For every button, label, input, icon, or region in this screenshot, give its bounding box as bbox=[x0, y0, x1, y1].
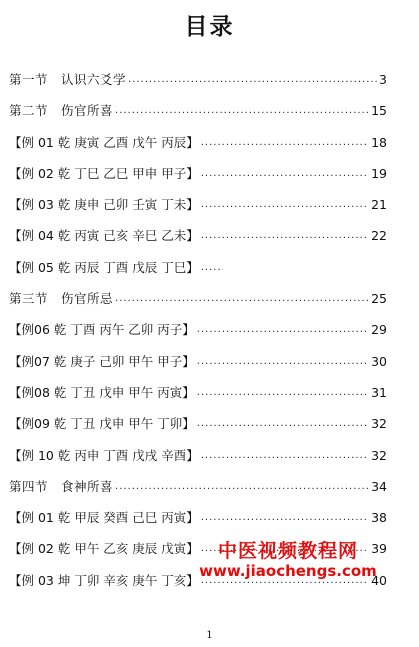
toc-leader-dots bbox=[115, 291, 369, 306]
toc-leader-dots bbox=[201, 228, 369, 243]
toc-entry[interactable] bbox=[9, 166, 387, 197]
toc-entry-page: 18 bbox=[371, 134, 387, 150]
toc-entry-page: 3 bbox=[379, 72, 387, 87]
toc-entry-page: 29 bbox=[371, 322, 387, 338]
toc-entry-page: 32 bbox=[371, 416, 387, 432]
watermark-url: www.jiaochengs.com bbox=[199, 562, 377, 580]
toc-leader-dots bbox=[197, 385, 369, 400]
toc-leader-dots bbox=[197, 354, 369, 369]
toc-entry[interactable] bbox=[9, 354, 387, 385]
toc-entry-label: 第三节 伤官所忌 bbox=[9, 291, 114, 307]
toc-entry[interactable] bbox=[9, 510, 387, 541]
toc-entry[interactable] bbox=[9, 103, 387, 134]
toc-entry-page: 31 bbox=[371, 384, 387, 400]
toc-leader-dots bbox=[201, 573, 369, 588]
toc-leader-dots bbox=[115, 103, 369, 118]
toc-entry-label: 【例07 乾 庚子 己卯 甲午 甲子】 bbox=[9, 353, 195, 369]
toc-leader-dots bbox=[128, 72, 377, 87]
toc-leader-dots bbox=[197, 416, 369, 431]
toc-entry-label: 【例 02 乾 甲午 乙亥 庚辰 戊寅】 bbox=[9, 541, 199, 557]
toc-entry-label: 【例 03 乾 庚申 己卯 壬寅 丁未】 bbox=[9, 197, 199, 213]
toc-entry-page: 21 bbox=[371, 197, 387, 213]
toc-entry-page: 38 bbox=[371, 510, 387, 526]
toc-entry[interactable] bbox=[9, 72, 387, 103]
toc-entry-page: 19 bbox=[371, 165, 387, 181]
toc-leader-dots bbox=[201, 135, 369, 150]
toc-entry-page: 34 bbox=[371, 478, 387, 494]
toc-entry-label: 第二节 伤官所喜 bbox=[9, 103, 114, 119]
toc-entry[interactable] bbox=[9, 573, 387, 604]
toc-leader-dots bbox=[201, 260, 223, 275]
toc-entry-page: 22 bbox=[371, 228, 387, 244]
toc-entry-page: 15 bbox=[371, 103, 387, 119]
toc-leader-dots bbox=[201, 541, 369, 556]
toc-entry[interactable] bbox=[9, 448, 387, 479]
toc-entry-page: 25 bbox=[371, 291, 387, 307]
toc-entry-page: 40 bbox=[371, 572, 387, 588]
toc-entry[interactable] bbox=[9, 291, 387, 322]
toc-entry[interactable] bbox=[9, 541, 387, 572]
toc-entry-label: 【例 01 乾 甲辰 癸酉 己巳 丙寅】 bbox=[9, 510, 199, 526]
toc-leader-dots bbox=[197, 322, 369, 337]
toc-entry[interactable] bbox=[9, 228, 387, 259]
toc-entry-label: 【例08 乾 丁丑 戊申 甲午 丙寅】 bbox=[9, 384, 195, 400]
toc-entry-label: 【例 10 乾 丙申 丁酉 戊戌 辛酉】 bbox=[9, 447, 199, 463]
toc-leader-dots bbox=[201, 197, 369, 212]
toc-entry-label: 【例 05 乾 丙辰 丁酉 戊辰 丁巳】 bbox=[9, 259, 199, 275]
toc-leader-dots bbox=[115, 479, 369, 494]
page-number: 1 bbox=[206, 630, 213, 641]
toc-entry-label: 【例 04 乾 丙寅 己亥 辛巳 乙未】 bbox=[9, 228, 199, 244]
toc-leader-dots bbox=[201, 510, 369, 525]
toc-entry[interactable] bbox=[9, 135, 387, 166]
toc-entry-page: 30 bbox=[371, 353, 387, 369]
watermark-title: 中医视频教程网 bbox=[217, 540, 358, 562]
toc-entry-label: 【例 03 坤 丁卯 辛亥 庚午 丁亥】 bbox=[9, 572, 199, 588]
toc-entry-label: 【例06 乾 丁酉 丙午 乙卯 丙子】 bbox=[9, 322, 195, 338]
toc-entry-page: 32 bbox=[371, 447, 387, 463]
toc-entry[interactable] bbox=[9, 479, 387, 510]
toc-entry[interactable] bbox=[9, 322, 387, 353]
page-title: 目录 bbox=[184, 14, 235, 40]
toc-entry-label: 【例09 乾 丁丑 戊申 甲午 丁卯】 bbox=[9, 416, 195, 432]
toc-entry-label: 第四节 食神所喜 bbox=[9, 478, 114, 494]
toc-entry[interactable] bbox=[9, 260, 387, 291]
toc-entry-page: 39 bbox=[371, 541, 387, 557]
toc-entry[interactable] bbox=[9, 197, 387, 228]
toc-entry[interactable] bbox=[9, 416, 387, 447]
toc-leader-dots bbox=[201, 166, 369, 181]
toc-entry-label: 【例 02 乾 丁巳 乙巳 甲申 甲子】 bbox=[9, 165, 199, 181]
toc-entry[interactable] bbox=[9, 385, 387, 416]
toc-entry-label: 【例 01 乾 庚寅 乙酉 戊午 丙辰】 bbox=[9, 134, 199, 150]
toc-leader-dots bbox=[201, 448, 369, 463]
table-of-contents bbox=[9, 72, 387, 604]
toc-entry-label: 第一节 认识六爻学 bbox=[9, 72, 127, 87]
